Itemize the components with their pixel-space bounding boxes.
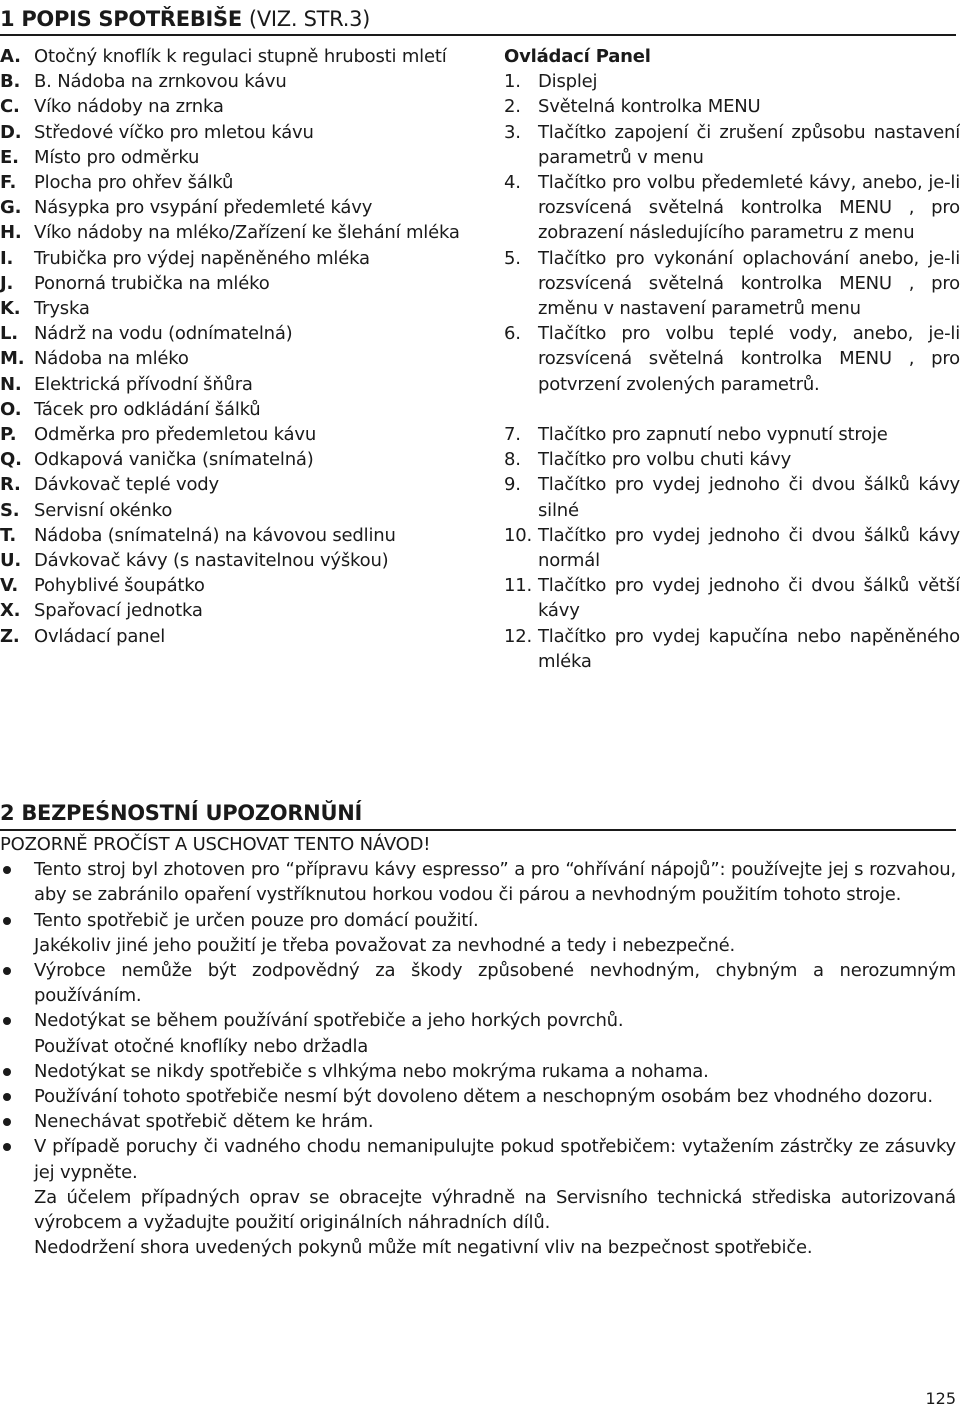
control-panel-item (504, 69, 960, 94)
part-letter: A. (0, 46, 21, 67)
control-panel-item-number: 11. (504, 575, 533, 597)
safety-bullet-paragraph: Za účelem případných oprav se obracejte výhradně na Servisního technická střediska autorizovaná výrobcem a vyžadujte použití originálních náhradních dílů. (34, 1186, 956, 1234)
bullet-dot-icon (0, 857, 34, 907)
control-panel-item-description: Tlačítko zapojení či zrušení způsobu nastavení parametrů v menu (538, 121, 960, 168)
part-item (0, 220, 470, 245)
section-1-heading: 1 POPIS SPOTŘEBIŠE (VIZ. STR.3) (0, 7, 371, 31)
control-panel-item (504, 472, 960, 522)
part-item (0, 321, 470, 346)
part-item (0, 397, 470, 422)
part-description: Ponorná trubička na mléko (34, 272, 270, 294)
part-description: B. Nádoba na zrnkovou kávu (34, 71, 287, 93)
safety-bullet-paragraph: Používat otočné knoflíky nebo držadla (34, 1035, 369, 1057)
control-panel-item (504, 170, 960, 246)
part-description: Tácek pro odkládání šálků (34, 398, 261, 420)
control-panel-item-description: Světelná kontrolka MENU (538, 96, 761, 118)
safety-bullet-paragraph: Nedotýkat se nikdy spotřebiče s vlhkýma nebo mokrýma rukama a nohama. (34, 1060, 709, 1082)
control-panel-item-description: Tlačítko pro vydej jednoho či dvou šálků kávy silné (538, 474, 960, 521)
control-panel-item-description: Displej (538, 71, 598, 93)
part-letter: Q. (0, 449, 22, 471)
part-letter: Z. (0, 625, 20, 647)
control-panel-item-number: 4. (504, 172, 521, 194)
safety-bullet-text (34, 1084, 956, 1109)
part-item (0, 346, 470, 371)
control-panel-item-description: Tlačítko pro vykonání oplachování anebo, je-li rozsvícená světelná kontrolka MENU , pro změnu v nastavení parametrů menu (538, 247, 960, 320)
part-item (0, 372, 470, 397)
part-item (0, 422, 470, 447)
control-panel-item-number: 8. (504, 449, 521, 471)
part-item (0, 69, 470, 94)
page-number: 125 (925, 1389, 956, 1408)
control-panel-item (504, 321, 960, 397)
list-spacer (504, 397, 960, 422)
safety-bullet-paragraph: Výrobce nemůže být zodpovědný za škody způsobené nevhodným, chybným a nerozumným používáním. (34, 960, 956, 1007)
control-panel-item-description: Tlačítko pro volbu teplé vody, anebo, je-li rozsvícená světelná kontrolka MENU , pro potvrzení zvolených parametrů. (538, 323, 960, 395)
part-item (0, 271, 470, 296)
safety-bullet-text (34, 958, 956, 1008)
part-description: Plocha pro ohřev šálků (34, 172, 234, 194)
part-item (0, 145, 470, 170)
part-description: Nádoba na mléko (34, 348, 189, 370)
part-description: Místo pro odměrku (34, 146, 200, 168)
part-description: Víko nádoby na mléko/Zařízení ke šlehání mléka (34, 222, 460, 244)
control-panel-item-description: Tlačítko pro vydej jednoho či dvou šálků větší kávy (538, 575, 960, 622)
safety-bullet-text (34, 1008, 956, 1058)
control-panel-item-number: 1. (504, 71, 521, 93)
safety-bullet-paragraph: Nedotýkat se během používání spotřebiče a jeho horkých povrchů. (34, 1010, 624, 1032)
part-letter: K. (0, 298, 21, 320)
control-panel-item-number: 9. (504, 474, 521, 496)
control-panel-item (504, 94, 960, 119)
part-item (0, 170, 470, 195)
part-description: Nádoba (snímatelná) na kávovou sedlinu (34, 524, 396, 546)
part-description: Odměrka pro předemletou kávu (34, 424, 317, 446)
bullet-dot-icon (0, 1008, 34, 1058)
safety-bullet-text (34, 857, 956, 907)
safety-bullet-paragraph: Tento stroj byl zhotoven pro “přípravu kávy espresso” a pro “ohřívání nápojů”: používejte jej s rozvahou, aby se zabránilo opaření vystříknutou horkou vodou či párou a nevhodným použitím tohoto stroje. (34, 859, 956, 906)
part-item (0, 447, 470, 472)
control-panel-item-description: Tlačítko pro zapnutí nebo vypnutí stroje (538, 424, 888, 446)
section-2-divider (0, 829, 956, 831)
bullet-dot-icon (0, 1134, 34, 1260)
safety-bullet-paragraph: Používání tohoto spotřebiče nesmí být dovoleno dětem a neschopným osobám bez vhodného dozoru. (34, 1086, 933, 1108)
part-letter: J. (0, 272, 14, 294)
control-panel-list (504, 44, 960, 674)
part-item (0, 624, 470, 649)
section-1-heading-reference: (VIZ. STR.3) (248, 7, 371, 31)
safety-bullet-text (34, 1109, 956, 1134)
part-letter: P. (0, 424, 17, 446)
part-letter: M. (0, 348, 25, 370)
control-panel-item (504, 422, 960, 447)
part-letter: H. (0, 222, 22, 244)
safety-bullet (0, 1084, 956, 1109)
part-letter: V. (0, 575, 19, 597)
control-panel-item-description: Tlačítko pro vydej kapučína nebo napěněného mléka (538, 625, 960, 672)
safety-bullet (0, 857, 956, 907)
control-panel-item-number: 10. (504, 524, 533, 546)
control-panel-item-number: 12. (504, 625, 533, 647)
part-description: Trubička pro výdej napěněného mléka (34, 247, 370, 269)
part-description: Nádrž na vodu (odnímatelná) (34, 323, 293, 345)
safety-notice: POZORNĚ PROČÍST A USCHOVAT TENTO NÁVOD! (0, 834, 431, 855)
safety-bullet (0, 1109, 956, 1134)
part-letter: T. (0, 524, 16, 546)
part-description: Elektrická přívodní šňůra (34, 373, 253, 395)
part-letter: G. (0, 197, 22, 219)
safety-bullet (0, 1134, 956, 1260)
safety-bullet-paragraph: Tento spotřebič je určen pouze pro domácí použití. (34, 909, 479, 931)
part-item (0, 44, 470, 69)
part-item (0, 246, 470, 271)
control-panel-item-description: Tlačítko pro volbu předemleté kávy, anebo, je-li rozsvícená světelná kontrolka MENU , pro zobrazení následujícího parametru z menu (538, 172, 960, 244)
safety-bullet-paragraph: Nenechávat spotřebič dětem ke hrám. (34, 1111, 374, 1133)
part-letter: S. (0, 499, 20, 521)
part-letter: I. (0, 247, 14, 269)
parts-list (0, 44, 470, 649)
control-panel-item (504, 447, 960, 472)
part-description: Otočný knoflík k regulaci stupně hrubosti mletí (34, 46, 447, 67)
section-2-heading: 2 BEZPEŚNOSTNÍ UPOZORNŬNÍ (0, 801, 362, 825)
safety-bullet (0, 908, 956, 958)
control-panel-item (504, 246, 960, 322)
part-description: Tryska (34, 298, 90, 320)
part-item (0, 523, 470, 548)
part-description: Násypka pro vsypání předemleté kávy (34, 197, 373, 219)
part-description: Ovládací panel (34, 625, 166, 647)
safety-bullet-paragraph: Nedodržení shora uvedených pokynů může mít negativní vliv na bezpečnost spotřebiče. (34, 1237, 813, 1259)
control-panel-item-description: Tlačítko pro vydej jednoho či dvou šálků kávy normál (538, 524, 960, 572)
part-item (0, 548, 470, 573)
control-panel-item-number: 5. (504, 247, 521, 269)
control-panel-item (504, 573, 960, 623)
part-item (0, 94, 470, 119)
part-description: Víko nádoby na zrnka (34, 96, 224, 118)
safety-bullet-text (34, 908, 956, 958)
bullet-dot-icon (0, 1084, 34, 1109)
part-item (0, 120, 470, 145)
part-letter: L. (0, 323, 18, 345)
part-letter: O. (0, 398, 22, 420)
safety-bullet-list (0, 857, 956, 1260)
safety-bullet (0, 1008, 956, 1058)
control-panel-item-number: 7. (504, 424, 521, 446)
safety-bullet-paragraph: V případě poruchy či vadného chodu nemanipulujte pokud spotřebičem: vytažením zástrčky ze zásuvky jej vypněte. (34, 1136, 956, 1183)
bullet-dot-icon (0, 1059, 34, 1084)
part-item (0, 472, 470, 497)
bullet-dot-icon (0, 908, 34, 958)
control-panel-item (504, 624, 960, 674)
safety-bullet-text (34, 1134, 956, 1260)
part-item (0, 573, 470, 598)
section-1-divider (0, 34, 956, 36)
part-letter: F. (0, 172, 17, 194)
part-item (0, 296, 470, 321)
control-panel-item (504, 120, 960, 170)
control-panel-item-description: Tlačítko pro volbu chuti kávy (538, 449, 792, 471)
part-item (0, 598, 470, 623)
part-letter: B. (0, 71, 21, 93)
part-description: Středové víčko pro mletou kávu (34, 121, 314, 143)
safety-bullet-paragraph: Jakékoliv jiné jeho použití je třeba považovat za nevhodné a tedy i nebezpečné. (34, 934, 736, 956)
bullet-dot-icon (0, 1109, 34, 1134)
control-panel-items-group-a (504, 69, 960, 397)
part-description: Spařovací jednotka (34, 600, 203, 622)
safety-bullet-text (34, 1059, 956, 1084)
part-letter: N. (0, 373, 22, 395)
part-item (0, 195, 470, 220)
part-description: Pohyblivé šoupátko (34, 575, 205, 597)
part-letter: U. (0, 550, 22, 572)
part-description: Odkapová vanička (snímatelná) (34, 449, 314, 471)
safety-bullet (0, 958, 956, 1008)
control-panel-item-number: 2. (504, 96, 521, 118)
part-letter: R. (0, 474, 21, 496)
control-panel-title: Ovládací Panel (504, 46, 651, 67)
safety-warnings (0, 832, 956, 1260)
part-item (0, 498, 470, 523)
part-letter: C. (0, 96, 20, 118)
control-panel-items-group-b (504, 422, 960, 674)
bullet-dot-icon (0, 958, 34, 1008)
control-panel-item-number: 3. (504, 121, 521, 143)
control-panel-item (504, 523, 960, 573)
part-description: Dávkovač teplé vody (34, 474, 219, 496)
part-letter: E. (0, 146, 19, 168)
control-panel-item-number: 6. (504, 323, 521, 345)
part-letter: D. (0, 121, 22, 143)
part-letter: X. (0, 600, 21, 622)
part-description: Dávkovač kávy (s nastavitelnou výškou) (34, 550, 389, 572)
safety-bullet (0, 1059, 956, 1084)
part-description: Servisní okénko (34, 499, 173, 521)
